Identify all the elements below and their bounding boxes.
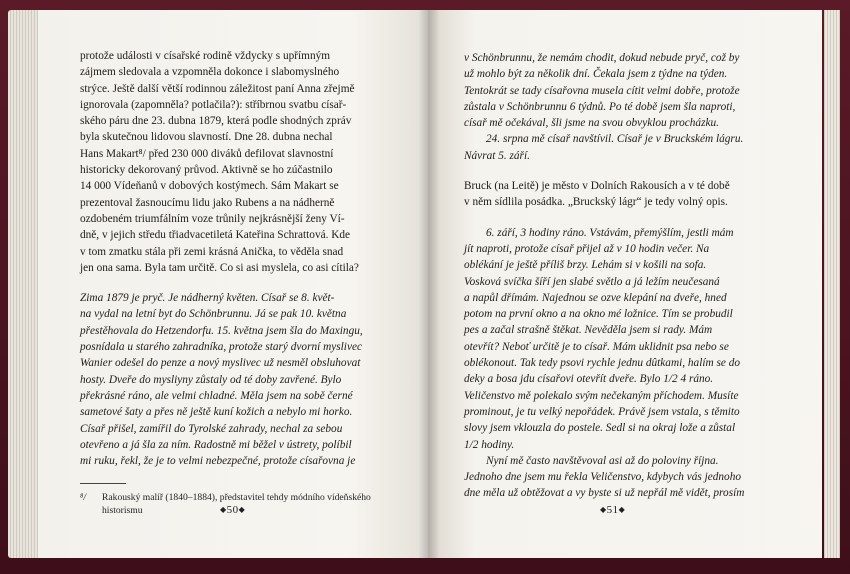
right-page-edges: [824, 10, 840, 558]
footnote-mark: ⁸/: [80, 492, 87, 504]
left-paragraph-2-diary: Zima 1879 je pryč. Je nádherný květen. Císař se 8. květ- na vydal na letní byt do Schönbrunnu. Já se pak 10. května přestěhovala do Hetzendorfu. 15. května jsem šla do Maxingu, posnídala u starého zahradníka, protože starý dvorní myslivec Wanier odešel do penze a nový myslivec už nesměl obsluhovat hosty. Dveře do mysliyny zůstaly od té doby zavřené. Bylo překrásné ráno, ale velmi chladné. Měla jsem na sobě černé sametové šaty a přes ně ještě kuní kožich a nebylo mi horko. Císař přišel, zamířil do Tyrolské zahrady, nechal za sebou otevřeno a já šla za ním. Radostně mi běžel v ústrety, políbil mi ruku, řekl, že je to velmi nebezpečné, protože císařovna je: [80, 292, 363, 468]
diamond-ornament-icon: ◆: [238, 505, 246, 514]
right-page-number-value: 51: [606, 504, 619, 516]
left-page-number: [220, 504, 245, 516]
diamond-ornament-icon: ◆: [220, 505, 227, 514]
left-page-number-value: 50: [226, 504, 239, 516]
right-paragraph-2-diary: 24. srpna mě císař navštívil. Císař je v Bruckském lágru. Návrat 5. září.: [464, 133, 744, 162]
right-paragraph-5-diary: Nyní mě často navštěvoval asi až do poloviny října. Jednoho dne jsem mu řekla Veličenstvo, kdybych vás jednoho dne měla už obtěžovat a vy byste si už nepřál mě vidět, prosím: [464, 454, 745, 500]
right-paragraph-1-diary: v Schönbrunnu, že nemám chodit, dokud nebude pryč, což by už mohlo být za několik dní. Čekala jsem z týdne na týden. Tentokrát se tady císařovna musela cítit velmi dobře, protože zůstala v Schönbrunnu 6 týdnů. Po té době jsem šla naproti, císař mě očekával, šli jsme na svou obvyklou procházku.: [464, 52, 740, 130]
right-paragraph-3-commentary: Bruck (na Leitě) je město v Dolních Rakousích a v té době v něm sídlila posádka. „Bruckský lágr“ je tedy volný opis.: [464, 180, 730, 209]
footnote-rule: [80, 483, 126, 484]
right-page-number: [600, 504, 625, 516]
diamond-ornament-icon: ◆: [618, 505, 626, 514]
right-page: [428, 10, 822, 558]
left-paragraph-1: protože události v císařské rodině vždycky s upřímným zájmem sledovala a vzpomněla dokonce i slabomyslného strýce. Ještě další větší rodinnou záležitost paní Anna zřejmě ignorovala (zapomněla? potlačila?): stříbrnou svatbu císař- ského páru dne 23. dubna 1879, která podle shodných zpráv byla skutečnou lidovou slavností. Dne 28. dubna nechal Hans Makart⁸/ před 230 000 diváků defilovat slavnostní historicky dekorovaný průvod. Aktivně se ho zúčastnilo 14 000 Vídeňanů v dobových kostýmech. Sám Makart se prezentoval žasnoucímu lidu jako Rubens a na nádherně ozdobeném triumfálním voze trůnily nejkrásnější ženy Ví- dně, v jejich středu třiadvacetiletá Kateřina Schrattová. Kde v tom zmatku stála při zemi krásná Anička, to věděla snad jen ona sama. Byla tam určitě. Co si asi myslela, co asi cítila?: [80, 50, 359, 274]
right-paragraph-4-diary: 6. září, 3 hodiny ráno. Vstávám, přemýšlím, jestli mám jít naproti, protože císař přijel až v 10 hodin večer. Na oblékání je ještě příliš brzy. Lehám si v košili na sofa. Vosková svíčka šíří jen slabé světlo a já ležím neučesaná a napůl dřímám. Najednou se ozve klepání na dveře, hned potom na první okno a na okno mé ložnice. Tím se probudil pes a začal strašně štěkat. Nevěděla jsem si rady. Mám otevřít? Neboť určitě je to císař. Mám uklidnit psa nebo se oblékonout. Tak tedy psovi rychle jednu dûtkami, halím se do deky a bosa jdu císařovi otevřít dveře. Bylo 1/2 4 ráno. Veličenstvo mě polekalo svým nečekaným příchodem. Musíte prominout, je tu velký nepořádek. Právě jsem vstala, s těmito slovy jsem vklouzla do postele. Sedl si na okraj lože a zůstal 1/2 hodiny.: [464, 226, 740, 451]
left-page: [38, 10, 428, 558]
diamond-ornament-icon: ◆: [600, 505, 607, 514]
footnote-text: Rakouský malíř (1840–1884), představitel tehdy módního vídeňského historismu: [102, 492, 371, 516]
